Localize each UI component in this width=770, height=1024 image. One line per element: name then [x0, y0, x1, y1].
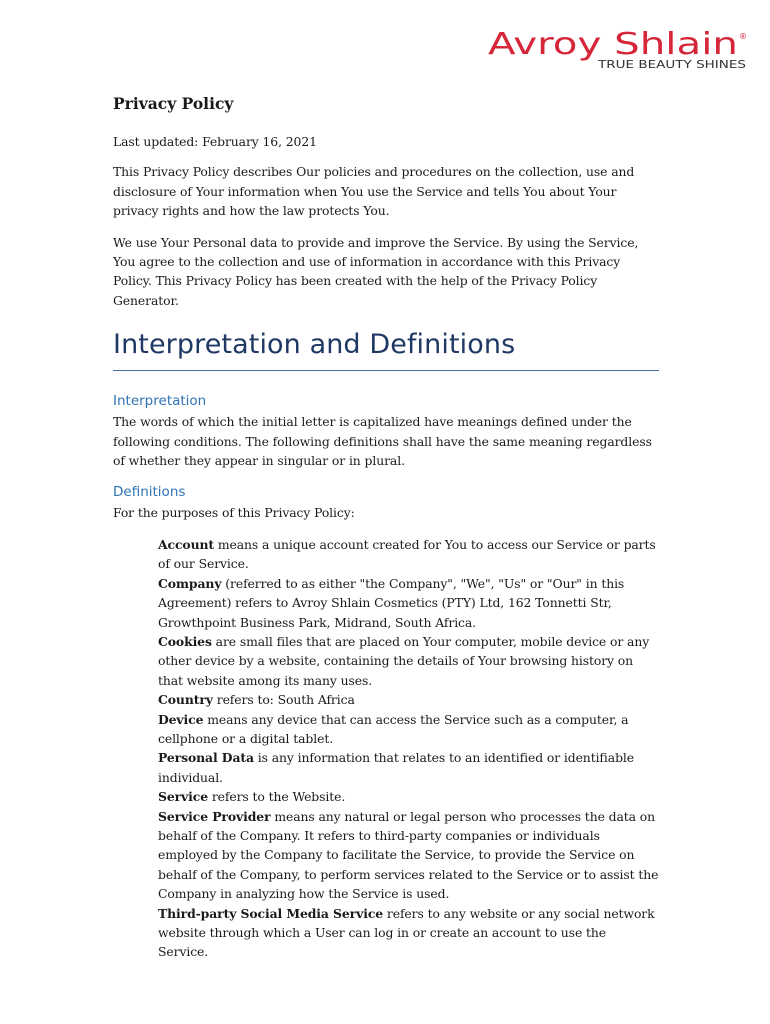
definition-text: means a unique account created for You to access our Service or parts of our Service.	[158, 536, 656, 572]
brand-tagline: TRUE BEAUTY SHINES	[596, 58, 747, 71]
definition-term: Cookies	[158, 633, 212, 649]
definition-item-company	[158, 574, 659, 632]
section-heading: Interpretation and Definitions	[113, 327, 659, 371]
definition-term: Device	[158, 711, 204, 727]
registered-mark: ®	[739, 32, 747, 41]
definition-term: Company	[158, 575, 222, 591]
definition-term: Third-party Social Media Service	[158, 905, 384, 921]
interpretation-heading: Interpretation	[113, 393, 207, 410]
definition-item-service	[158, 787, 659, 806]
definition-term: Service Provider	[158, 808, 271, 824]
definition-text: refers to any website or any social network website through which a User can log in or create an account to use the Service.	[158, 905, 655, 960]
definition-text: refers to the Website.	[208, 789, 346, 805]
intro-paragraph-1: This Privacy Policy describes Our policies and procedures on the collection, use and disclosure of Your information when You use the Service and tells You about Your privacy rights and how the law protects You.	[113, 164, 635, 219]
definition-item-service-provider	[158, 807, 659, 904]
brand-name: Avroy Shlain	[488, 27, 738, 62]
definitions-list	[158, 535, 659, 962]
interpretation-text: The words of which the initial letter is capitalized have meanings defined under the following conditions. The following definitions shall have the same meaning regardless of whether they appear in singular or in plural.	[113, 414, 652, 469]
definition-item-personal-data	[158, 748, 659, 787]
intro-paragraph-2: We use Your Personal data to provide and improve the Service. By using the Service, You agree to the collection and use of information in accordance with this Privacy Policy. This Privacy Policy has been created with the help of the Privacy Policy Generator.	[113, 234, 639, 308]
definition-term: Personal Data	[158, 750, 254, 766]
definition-text: (referred to as either "the Company", "We", "Us" or "Our" in this Agreement) refers to Avroy Shlain Cosmetics (PTY) Ltd, 162 Tonnetti Str, Growthpoint Business Park, Midrand, South Africa.	[158, 575, 625, 630]
definition-text: means any natural or legal person who processes the data on behalf of the Company. It refers to third-party companies or individuals employed by the Company to facilitate the Service, to provide the Service on behalf of the Company, to perform services related to the Service or to assist the Company in analyzing how the Service is used.	[158, 808, 659, 902]
definition-item-country	[158, 690, 659, 709]
definition-item-account	[158, 535, 659, 574]
brand-logo	[488, 26, 750, 74]
definition-text: refers to: South Africa	[212, 692, 355, 708]
definition-item-third-party-social-media	[158, 904, 659, 962]
last-updated: Last updated: February 16, 2021	[113, 134, 317, 149]
definition-text: is any information that relates to an identified or identifiable individual.	[158, 750, 634, 785]
definition-term: Service	[158, 789, 208, 805]
definitions-heading: Definitions	[113, 484, 186, 501]
definition-term: Account	[158, 536, 215, 552]
definition-text: are small files that are placed on Your computer, mobile device or any other device by a website, containing the details of Your browsing history on that website among its many uses.	[158, 633, 650, 688]
definition-term: Country	[158, 692, 213, 708]
definition-text: means any device that can access the Service such as a computer, a cellphone or a digital tablet.	[158, 711, 629, 746]
definition-item-cookies	[158, 632, 659, 690]
document-body	[113, 92, 659, 962]
definitions-intro: For the purposes of this Privacy Policy:	[113, 505, 355, 521]
document-title: Privacy Policy	[113, 94, 234, 113]
definition-item-device	[158, 710, 659, 749]
